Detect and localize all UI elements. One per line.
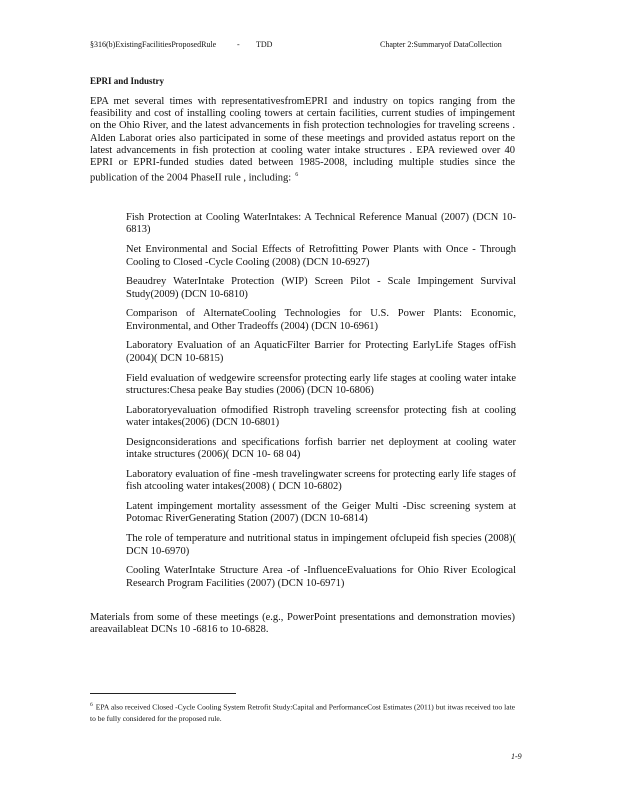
reference-item bbox=[106, 373, 516, 398]
reference-text: Laboratory evaluation of fine -mesh travelingwater screens for protecting early life stages of fish atcooling water intakes(2008) ( DCN 10-6802) bbox=[126, 468, 516, 493]
footnote-marker: 6 bbox=[90, 702, 93, 708]
reference-item bbox=[106, 533, 516, 558]
reference-item bbox=[106, 212, 516, 237]
intro-paragraph bbox=[90, 96, 515, 185]
header-separator: - bbox=[237, 40, 240, 49]
footnote-text: EPA also received Closed -Cycle Cooling System Retrofit Study:Capital and PerformanceCost Estimates (2011) but itwas received too late to be fully considered for the proposed rule. bbox=[90, 702, 515, 723]
header-chapter-title: Chapter 2:Summaryof DataCollection bbox=[380, 40, 502, 49]
reference-text: Designconsiderations and specifications forfish barrier net deployment at cooling water intake structures (2006)( DCN 10- 68 04) bbox=[126, 436, 516, 461]
reference-text: Comparison of AlternateCooling Technologies for U.S. Power Plants: Economic, Environmental, and Other Tradeoffs (2004) (DCN 10-6961) bbox=[126, 308, 516, 332]
reference-item bbox=[106, 437, 516, 462]
reference-text: Field evaluation of wedgewire screensfor protecting early life stages at cooling water intake structures:Chesa peake Bay studies (2006) (DCN 10-6806) bbox=[126, 372, 516, 396]
reference-list bbox=[106, 212, 516, 597]
reference-item bbox=[106, 308, 516, 333]
intro-text: EPA met several times with representativesfromEPRI and industry on topics ranging from the feasibility and cost of installing cooling towers at certain facilities, current studies of impingement on the Ohio River, and the latest advancements in fish protection technologies for traveling screens . Alden Laborat ories also participated in some of these meetings and provided astatus report on the latest advancements in fish protection at cooling water intake structures . EPA reviewed over 40 EPRI or EPRI-funded studies dated between 1985-2008, including multiple studies since the publication of the 2004 PhaseII rule , including: bbox=[90, 96, 515, 184]
header-document-type: TDD bbox=[256, 40, 273, 49]
reference-text: Laboratory Evaluation of an AquaticFilter Barrier for Protecting EarlyLife Stages ofFish (2004)( DCN 10-6815) bbox=[126, 340, 516, 364]
reference-item bbox=[106, 244, 516, 269]
header-document-title: §316(b)ExistingFacilitiesProposedRule bbox=[90, 40, 217, 49]
reference-item bbox=[106, 276, 516, 301]
footnote-divider bbox=[90, 693, 236, 694]
reference-item bbox=[106, 501, 516, 526]
reference-text: Fish Protection at Cooling WaterIntakes: A Technical Reference Manual (2007) (DCN 10-6813) bbox=[126, 212, 516, 236]
reference-text: Cooling WaterIntake Structure Area -of -InfluenceEvaluations for Ohio River Ecological Research Program Facilities (2007) (DCN 10-6971) bbox=[126, 565, 516, 589]
reference-item bbox=[106, 469, 516, 494]
reference-text: Laboratoryevaluation ofmodified Ristroph traveling screensfor protecting fish at cooling water intakes(2006) (DCN 10-6801) bbox=[126, 404, 516, 429]
reference-item bbox=[106, 405, 516, 430]
reference-item bbox=[106, 565, 516, 590]
reference-text: The role of temperature and nutritional status in impingement ofclupeid fish species (2008)( DCN 10-6970) bbox=[126, 533, 516, 557]
materials-paragraph: Materials from some of these meetings (e.g., PowerPoint presentations and demonstration movies) areavailableat DCNs 10 -6816 to 10-6828. bbox=[90, 612, 515, 636]
footnote bbox=[90, 700, 515, 724]
page-number: 1-9 bbox=[511, 752, 522, 761]
reference-item bbox=[106, 340, 516, 365]
section-title: EPRI and Industry bbox=[90, 76, 165, 86]
reference-text: Net Environmental and Social Effects of Retrofitting Power Plants with Once - Through Cooling to Closed -Cycle Cooling (2008) (DCN 10-6927) bbox=[126, 244, 516, 268]
footnote-reference: 6 bbox=[295, 172, 299, 179]
reference-text: Latent impingement mortality assessment of the Geiger Multi -Disc screening system at Potomac RiverGenerating Station (2007) (DCN 10-6814) bbox=[126, 500, 516, 525]
reference-text: Beaudrey WaterIntake Protection (WIP) Screen Pilot - Scale Impingement Survival Study(2009) (DCN 10-6810) bbox=[126, 276, 516, 300]
